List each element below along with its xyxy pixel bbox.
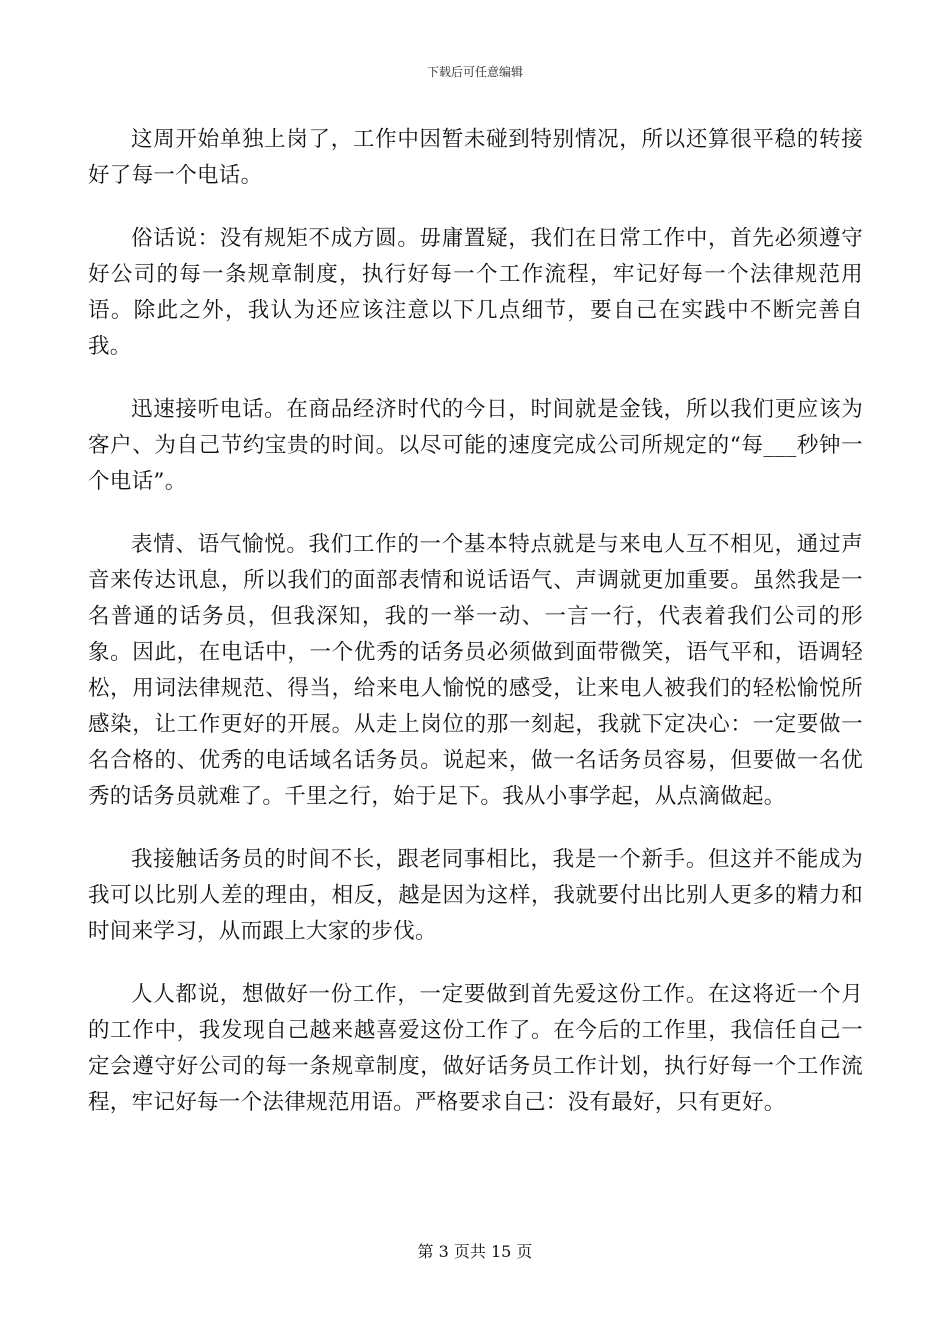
paragraph-3: 迅速接听电话。在商品经济时代的今日，时间就是金钱，所以我们更应该为客户、为自己节约宝贵的时间。以尽可能的速度完成公司所规定的“每___秒钟一个电话”。 [88, 397, 863, 494]
paragraph-5: 我接触话务员的时间不长，跟老同事相比，我是一个新手。但这并不能成为我可以比别人差的理由，相反，越是因为这样，我就要付出比别人更多的精力和时间来学习，从而跟上大家的步伐。 [88, 847, 863, 944]
paragraph-1: 这周开始单独上岗了，工作中因暂未碰到特别情况，所以还算很平稳的转接好了每一个电话。 [88, 127, 863, 188]
document-body [88, 122, 863, 1148]
page-footer: 第 3 页共 15 页 [417, 1242, 533, 1261]
paragraph-4: 表情、语气愉悦。我们工作的一个基本特点就是与来电人互不相见，通过声音来传达讯息，所以我们的面部表情和说话语气、声调就更加重要。虽然我是一名普通的话务员，但我深知，我的一举一动、一言一行，代表着我们公司的形象。因此，在电话中，一个优秀的话务员必须做到面带微笑，语气平和，语调轻松，用词法律规范、得当，给来电人愉悦的感受，让来电人被我们的轻松愉悦所感染，让工作更好的开展。从走上岗位的那一刻起，我就下定决心：一定要做一名合格的、优秀的电话域名话务员。说起来，做一名话务员容易，但要做一名优秀的话务员就难了。千里之行，始于足下。我从小事学起，从点滴做起。 [88, 532, 863, 809]
paragraph-2: 俗话说：没有规矩不成方圆。毋庸置疑，我们在日常工作中，首先必须遵守好公司的每一条规章制度，执行好每一个工作流程，牢记好每一个法律规范用语。除此之外，我认为还应该注意以下几点细节，要自己在实践中不断完善自我。 [88, 226, 863, 359]
page-header: 下载后可任意编辑 [426, 65, 523, 79]
paragraph-6: 人人都说，想做好一份工作，一定要做到首先爱这份工作。在这将近一个月的工作中，我发现自己越来越喜爱这份工作了。在今后的工作里，我信任自己一定会遵守好公司的每一条规章制度，做好话务员工作计划，执行好每一个工作流程，牢记好每一个法律规范用语。严格要求自己：没有最好，只有更好。 [88, 982, 863, 1115]
